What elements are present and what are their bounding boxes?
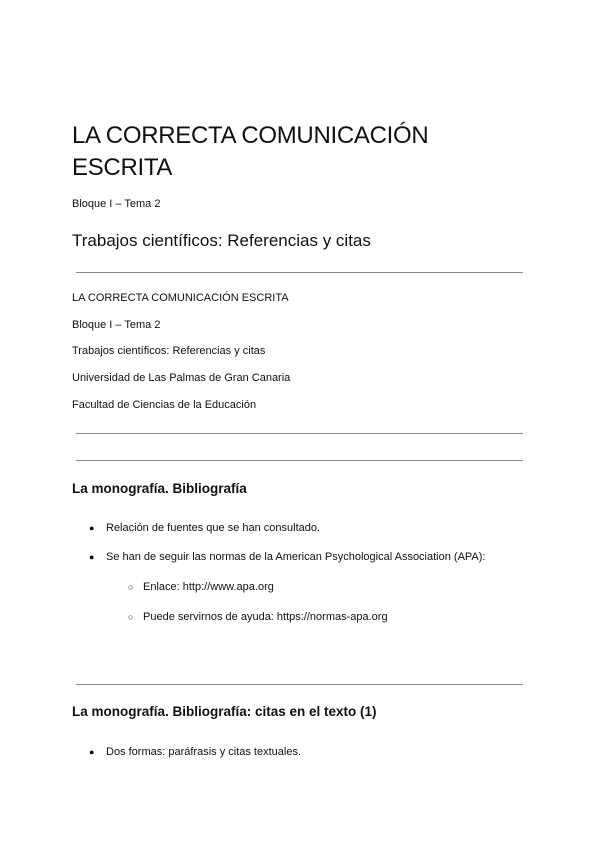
divider [76,272,523,273]
circle-bullet-icon: ○ [128,582,134,592]
sub-list-item [128,610,388,624]
info-line-university: Universidad de Las Palmas de Gran Canaria [72,372,291,384]
bullet-icon: ● [89,747,95,757]
list-item-text: Se han de seguir las normas de la American Psychological Association (APA): [106,551,486,563]
list-item-text: Dos formas: paráfrasis y citas textuales. [106,746,302,758]
list-item [89,745,301,759]
sub-list-item-text: Enlace: http://www.apa.org [143,581,274,593]
info-line-block: Bloque I – Tema 2 [72,319,161,331]
list-item [89,521,320,535]
bullet-icon: ● [89,523,95,533]
sub-list-item-text: Puede servirnos de ayuda: https://normas-apa.org [143,611,388,623]
divider [76,684,523,685]
bullet-icon: ● [89,552,95,562]
divider [76,433,523,434]
list-item [89,550,486,564]
circle-bullet-icon: ○ [128,612,134,622]
divider [76,460,523,461]
info-line-title: LA CORRECTA COMUNICACIÓN ESCRITA [72,292,289,304]
document-title: LA CORRECTA COMUNICACIÓN ESCRITA [72,122,429,181]
section-heading-citations: La monografía. Bibliografía: citas en el texto (1) [72,704,377,719]
document-meta: Bloque I – Tema 2 [72,198,161,210]
sub-list-item [128,580,274,594]
info-line-faculty: Facultad de Ciencias de la Educación [72,399,257,411]
info-line-topic: Trabajos científicos: Referencias y citas [72,345,266,357]
section-heading-bibliography: La monografía. Bibliografía [72,481,247,496]
document-subtitle: Trabajos científicos: Referencias y citas [72,231,371,250]
list-item-text: Relación de fuentes que se han consultado. [106,522,321,534]
